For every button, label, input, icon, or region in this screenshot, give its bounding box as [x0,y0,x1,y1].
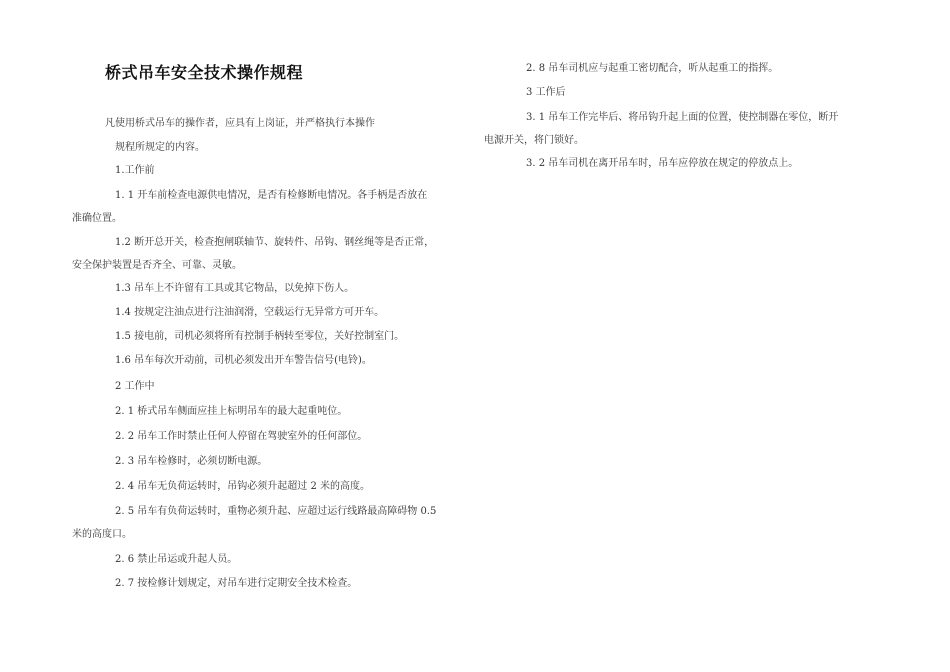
clause-2-2: 2. 2 吊车工作时禁止任何人停留在驾驶室外的任何部位。 [115,431,368,442]
clause-1-2-line-2: 安全保护装置是否齐全、可靠、灵敏。 [72,260,242,271]
intro-line-1: 凡使用桥式吊车的操作者，应具有上岗证，并严格执行本操作 [105,118,375,129]
clause-2-5-line-2: 米的高度口。 [72,529,132,540]
intro-line-2: 规程所规定的内容。 [115,142,205,153]
clause-1-3: 1.3 吊车上不许留有工具或其它物品，以免掉下伤人。 [115,283,355,294]
page-title: 桥式吊车安全技术操作规程 [105,63,304,82]
clause-2-3: 2. 3 吊车检修时，必须切断电源。 [115,456,268,467]
clause-3-1-line-1: 3. 1 吊车工作完毕后、将吊钩升起上面的位置，使控制器在零位，断开 [526,112,839,123]
clause-3-2: 3. 2 吊车司机在离开吊车时，吊车应停放在规定的停放点上。 [526,158,799,169]
clause-1-6: 1.6 吊车每次开动前，司机必须发出开车警告信号(电铃)。 [115,355,372,366]
clause-2-7: 2. 7 按检修计划规定，对吊车进行定期安全技术检查。 [115,578,358,589]
clause-3-1-line-2: 电源开关，将门锁好。 [484,135,584,146]
clause-1-4: 1.4 按规定注油点进行注油润滑，空载运行无异常方可开车。 [115,307,385,318]
section-3-heading: 3 工作后 [526,87,566,98]
clause-2-5-line-1: 2. 5 吊车有负荷运转时，重物必须升起、应超过运行线路最高障碍物 0.5 [115,506,437,517]
clause-1-1-line-1: 1. 1 开车前检查电源供电情况，是否有检修断电情况。各手柄是否放在 [115,190,428,201]
section-1-heading: 1.工作前 [115,165,155,176]
clause-2-1: 2. 1 桥式吊车侧面应挂上标明吊车的最大起重吨位。 [115,406,348,417]
clause-1-1-line-2: 准确位置。 [72,213,122,224]
clause-2-4: 2. 4 吊车无负荷运转时，吊钩必须升起超过 2 米的高度。 [115,481,370,492]
clause-1-2-line-1: 1.2 断开总开关，检查抱闸联轴节、旋转件、吊钩、钢丝绳等是否正常， [115,237,435,248]
section-2-heading: 2 工作中 [115,381,155,392]
clause-1-5: 1.5 接电前，司机必须将所有控制手柄转至零位，关好控制室门。 [115,331,405,342]
clause-2-6: 2. 6 禁止吊运或升起人员。 [115,554,238,565]
clause-2-8: 2. 8 吊车司机应与起重工密切配合，听从起重工的指挥。 [526,63,779,74]
